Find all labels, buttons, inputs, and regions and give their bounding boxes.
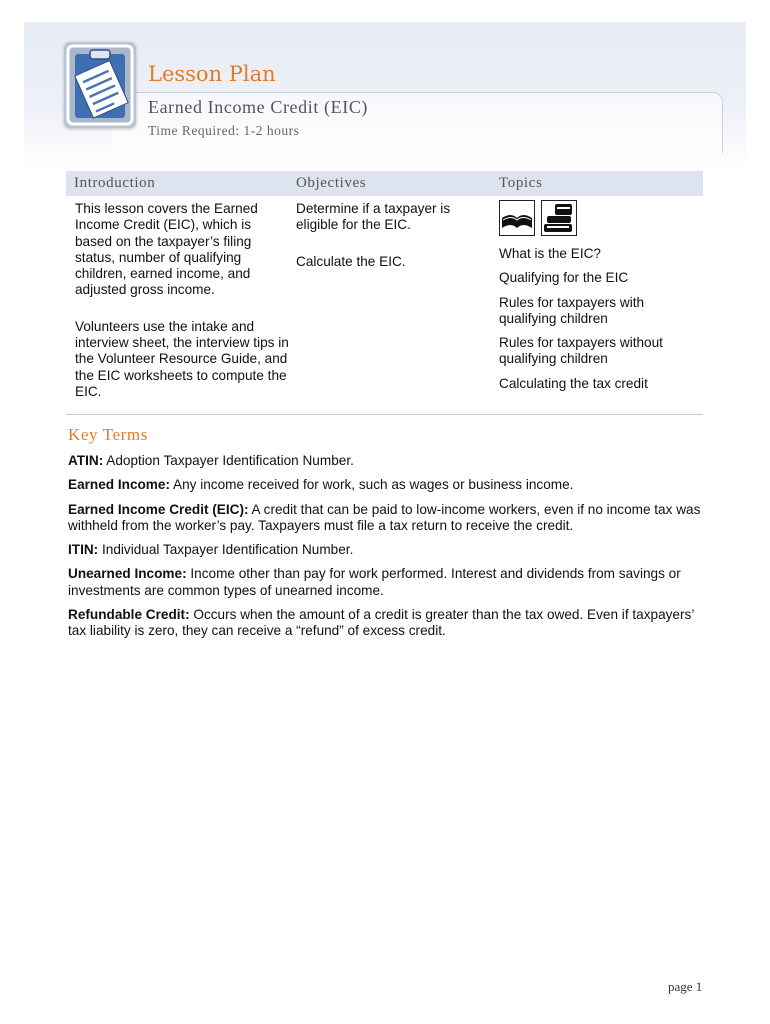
objectives-column [296, 201, 486, 290]
key-term-definition: Adoption Taxpayer Identification Number. [103, 453, 354, 468]
page-title: Lesson Plan [148, 62, 276, 86]
key-term: ITIN: [68, 542, 99, 558]
stacked-books-icon [541, 200, 577, 236]
lesson-subtitle: Earned Income Credit (EIC) [148, 97, 369, 117]
section-divider [66, 414, 703, 415]
topic-item: Rules for taxpayers without qualifying children [499, 335, 663, 367]
key-term-definition: Any income received for work, such as wages or business income. [169, 477, 574, 493]
objectives-heading: Objectives [296, 175, 367, 191]
key-term: Unearned Income: [68, 566, 187, 582]
key-term-entry [68, 453, 708, 469]
key-term: Earned Income Credit (EIC): [68, 501, 249, 517]
key-term: Earned Income: [68, 477, 170, 493]
introduction-heading: Introduction [74, 175, 156, 191]
time-required: Time Required: 1-2 hours [148, 123, 300, 138]
key-term-entry [68, 542, 708, 558]
key-term-definition: Income other than pay for work performed. Interest and dividends from savings or investments are common types of unearned income. [68, 566, 681, 598]
key-term-definition: A credit that can be paid to low-income workers, even if no income tax was withheld from the worker’s pay. Taxpayers must file a tax return to receive the credit. [68, 501, 701, 533]
clipboard-icon [64, 42, 136, 128]
key-term-entry [68, 566, 708, 599]
introduction-paragraph: Volunteers use the intake and interview sheet, the interview tips in the Volunteer Resource Guide, and the EIC worksheets to compute the EIC. [75, 318, 289, 399]
key-term: ATIN: [68, 453, 104, 468]
column-header-bar [66, 171, 703, 196]
page-number: page 1 [668, 979, 703, 994]
topic-item: Calculating the tax credit [499, 375, 648, 391]
topic-item: What is the EIC? [499, 246, 601, 261]
introduction-column [75, 201, 290, 420]
key-term-definition: Occurs when the amount of a credit is greater than the tax owed. Even if taxpayers’ tax liability is zero, they can receive a “refund” of excess credit. [68, 607, 694, 639]
objective-item: Determine if a taxpayer is eligible for the EIC. [296, 201, 451, 233]
topics-heading: Topics [499, 175, 543, 191]
key-term-definition: Individual Taxpayer Identification Number. [98, 542, 354, 558]
key-term-entry [68, 477, 708, 493]
topic-item: Qualifying for the EIC [499, 270, 629, 286]
key-terms-heading: Key Terms [68, 425, 148, 444]
topic-item: Rules for taxpayers with qualifying children [499, 294, 645, 326]
key-terms-list [68, 453, 708, 648]
key-term-entry [68, 502, 708, 535]
key-term: Refundable Credit: [68, 607, 190, 623]
key-term-entry [68, 607, 708, 640]
objective-item: Calculate the EIC. [296, 253, 406, 269]
topics-list [499, 246, 699, 400]
open-book-icon [499, 200, 535, 236]
introduction-paragraph: This lesson covers the Earned Income Credit (EIC), which is based on the taxpayer’s filing status, number of qualifying children, earned income, and adjusted gross income. [75, 201, 258, 298]
